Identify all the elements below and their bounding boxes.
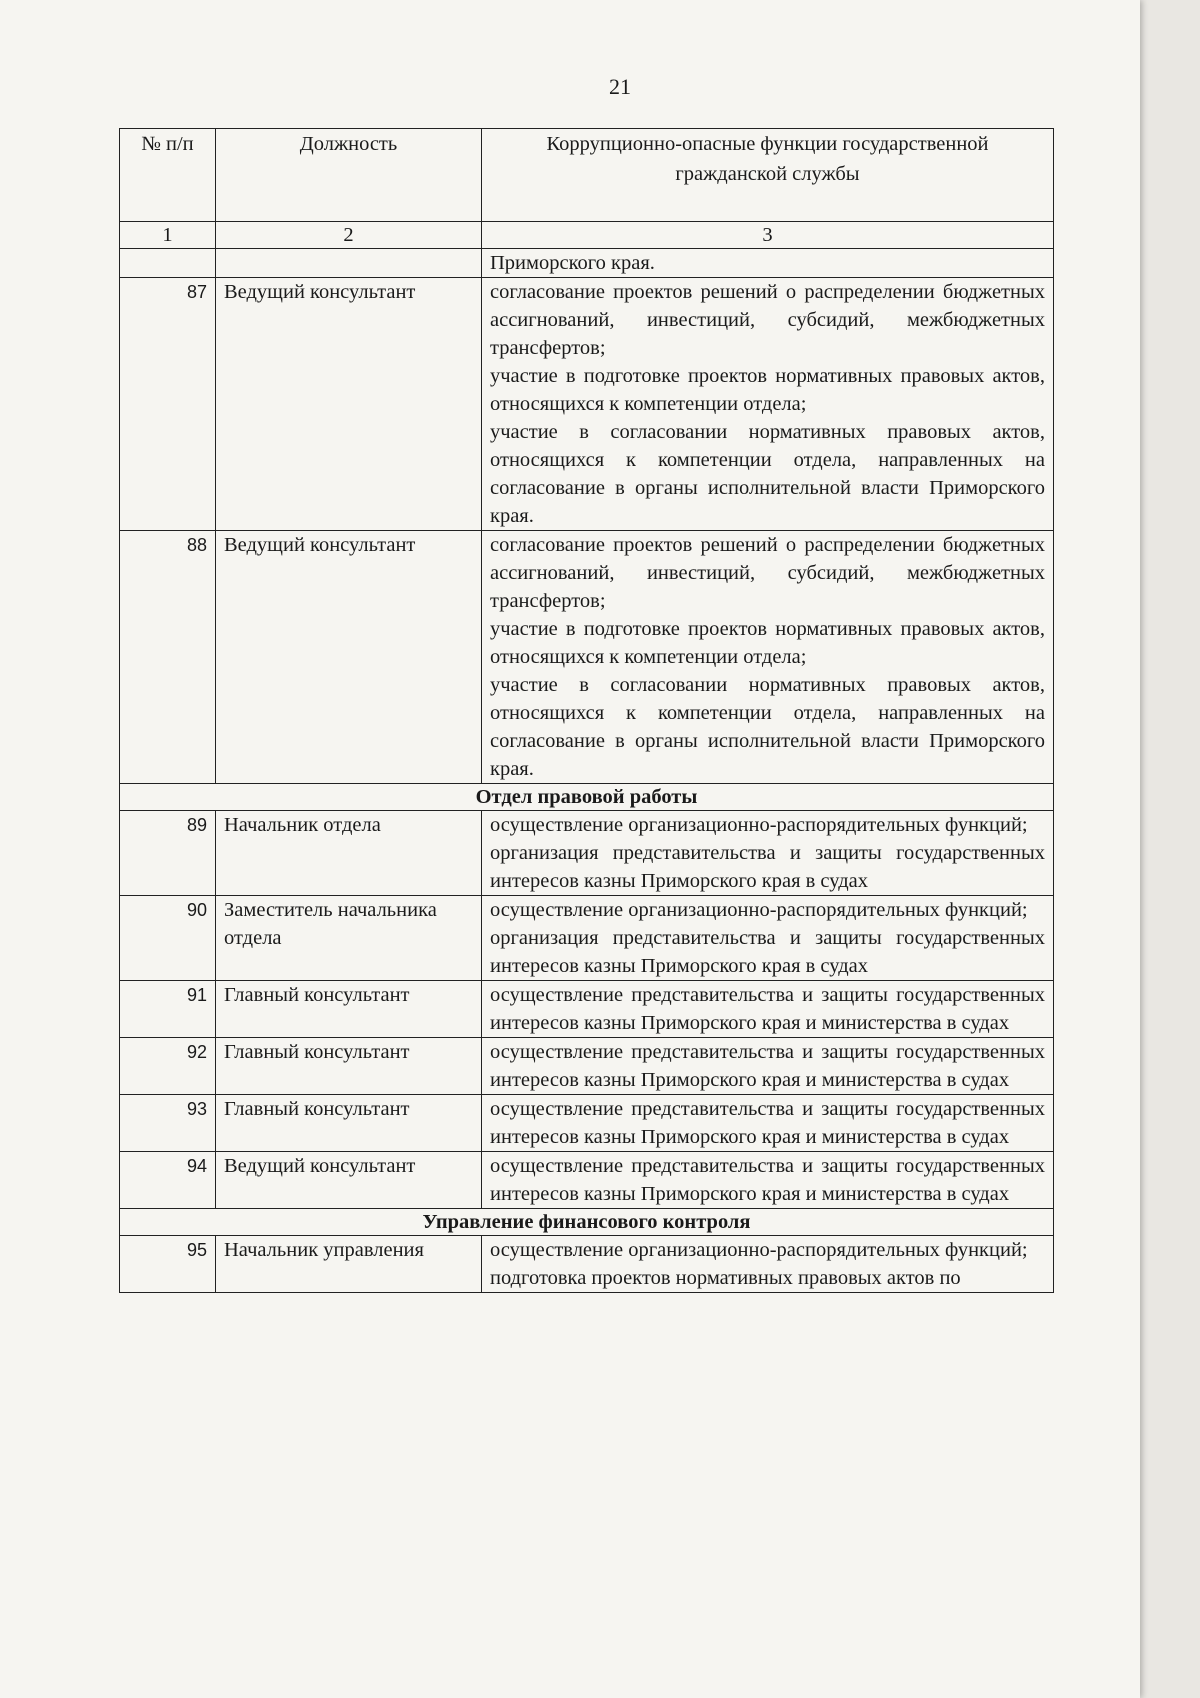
row-position: Начальник отдела [216,811,482,896]
table-row [120,811,1054,896]
table-row [120,531,1054,784]
table-header-row [120,129,1054,222]
row-functions [482,981,1054,1038]
function-line: участие в подготовке проектов нормативных правовых актов, относящихся к компетенции отдела; [490,365,1045,415]
table-row [120,896,1054,981]
corruption-functions-table [119,128,1054,1293]
row-functions [482,1152,1054,1209]
table-row [120,1236,1054,1293]
row-functions [482,1236,1054,1293]
function-line: осуществление представительства и защиты государственных интересов казны Приморского края и министерства в судах [490,1155,1045,1205]
function-line: осуществление представительства и защиты государственных интересов казны Приморского края и министерства в судах [490,984,1045,1034]
row-functions [482,249,1054,278]
function-line: осуществление представительства и защиты государственных интересов казны Приморского края и министерства в судах [490,1041,1045,1091]
page-number: 21 [609,74,631,99]
row-position: Начальник управления [216,1236,482,1293]
function-line: организация представительства и защиты государственных интересов казны Приморского края в судах [490,927,1045,977]
section-row [120,784,1054,811]
function-line: согласование проектов решений о распределении бюджетных ассигнований, инвестиций, субсидий, межбюджетных трансфертов; [490,534,1045,612]
row-functions [482,278,1054,531]
table-row [120,1095,1054,1152]
continuation-row [120,249,1054,278]
function-line: осуществление организационно-распорядительных функций; [490,899,1028,921]
row-number: 88 [120,531,216,784]
row-number: 92 [120,1038,216,1095]
row-functions [482,811,1054,896]
function-line: участие в согласовании нормативных правовых актов, относящихся к компетенции отдела, направленных на согласование в органы исполнительной власти Приморского края. [490,421,1045,527]
row-functions [482,1095,1054,1152]
row-number: 89 [120,811,216,896]
row-number: 87 [120,278,216,531]
function-line: Приморского края. [490,252,655,274]
row-number: 93 [120,1095,216,1152]
table-row [120,1152,1054,1209]
header-position: Должность [216,129,482,222]
row-position: Главный консультант [216,1038,482,1095]
row-number: 90 [120,896,216,981]
function-line: осуществление организационно-распорядительных функций; [490,1239,1028,1261]
row-position: Главный консультант [216,981,482,1038]
row-position: Ведущий консультант [216,1152,482,1209]
table-row [120,981,1054,1038]
section-row [120,1209,1054,1236]
function-line: согласование проектов решений о распределении бюджетных ассигнований, инвестиций, субсидий, межбюджетных трансфертов; [490,281,1045,359]
header-functions: Коррупционно-опасные функции государственной гражданской службы [482,129,1054,222]
function-line: подготовка проектов нормативных правовых актов по [490,1267,961,1289]
function-line: осуществление представительства и защиты государственных интересов казны Приморского края и министерства в судах [490,1098,1045,1148]
row-number [120,249,216,278]
table-row [120,1038,1054,1095]
section-title: Отдел правовой работы [120,784,1054,811]
row-number: 95 [120,1236,216,1293]
header-number: № п/п [120,129,216,222]
row-number: 91 [120,981,216,1038]
row-position: Заместитель начальника отдела [216,896,482,981]
table-row [120,278,1054,531]
section-title: Управление финансового контроля [120,1209,1054,1236]
row-number: 94 [120,1152,216,1209]
column-number: 2 [216,222,482,249]
column-number: 3 [482,222,1054,249]
row-position [216,249,482,278]
row-position: Главный консультант [216,1095,482,1152]
column-number: 1 [120,222,216,249]
function-line: участие в подготовке проектов нормативных правовых актов, относящихся к компетенции отдела; [490,618,1045,668]
function-line: осуществление организационно-распорядительных функций; [490,814,1028,836]
column-number-row [120,222,1054,249]
row-functions [482,531,1054,784]
row-position: Ведущий консультант [216,278,482,531]
row-position: Ведущий консультант [216,531,482,784]
function-line: организация представительства и защиты государственных интересов казны Приморского края в судах [490,842,1045,892]
row-functions [482,896,1054,981]
function-line: участие в согласовании нормативных правовых актов, относящихся к компетенции отдела, направленных на согласование в органы исполнительной власти Приморского края. [490,674,1045,780]
row-functions [482,1038,1054,1095]
